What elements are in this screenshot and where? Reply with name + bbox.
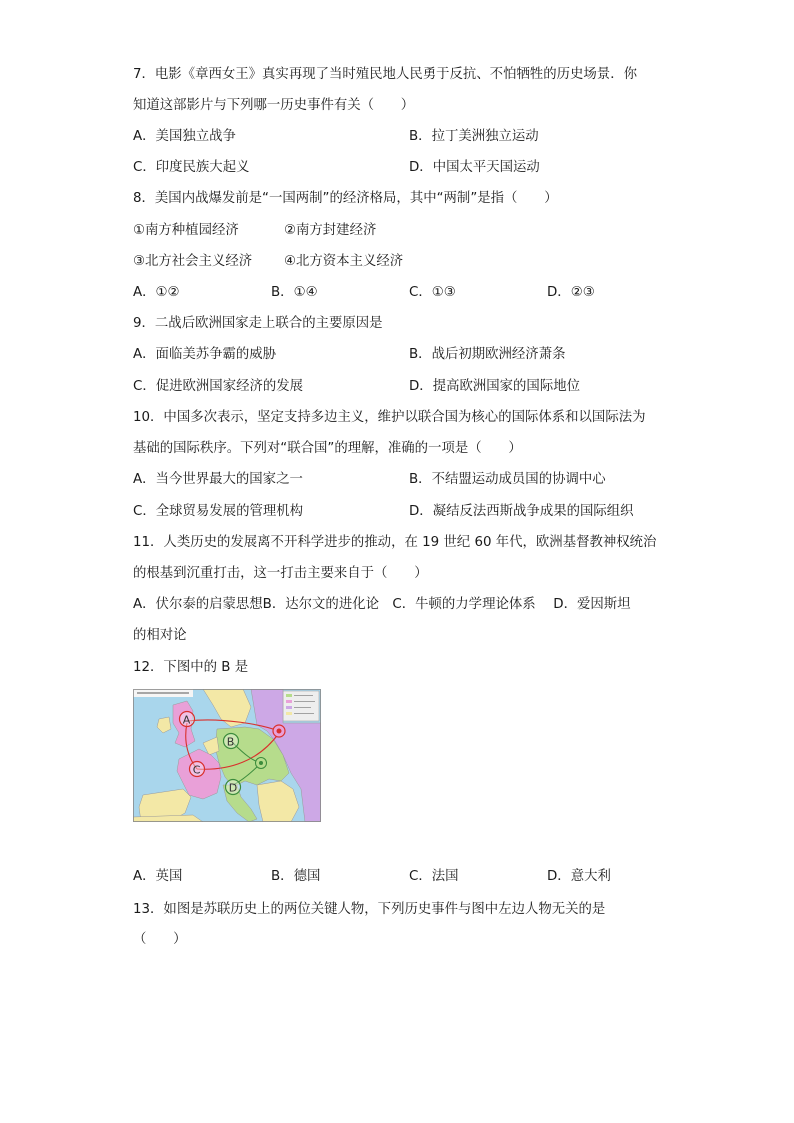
q8-statement-3: ③北方社会主义经济 xyxy=(133,254,253,269)
q10-stem-line1: 10．中国多次表示，坚定支持多边主义，维护以联合国为核心的国际体系和以国际法为 xyxy=(133,410,646,425)
q9-stem: 9．二战后欧洲国家走上联合的主要原因是 xyxy=(133,316,383,331)
q11-options-line-cont: 的相对论 xyxy=(133,628,187,643)
q7-option-d[interactable]: D．中国太平天国运动 xyxy=(409,160,540,175)
q8-option-a[interactable]: A．①② xyxy=(133,285,180,300)
q12-option-a[interactable]: A．英国 xyxy=(133,869,183,884)
q10-stem-line2: 基础的国际秩序。下列对“联合国”的理解，准确的一项是（ ） xyxy=(133,441,522,456)
q10-option-d[interactable]: D．凝结反法西斯战争成果的国际组织 xyxy=(409,504,634,519)
q11-options-line[interactable]: A．伏尔泰的启蒙思想B．达尔文的进化论 C．牛顿的力学理论体系 D．爱因斯坦 xyxy=(133,597,631,612)
q12-stem: 12．下图中的 B 是 xyxy=(133,660,249,675)
q12-option-b[interactable]: B．德国 xyxy=(271,869,321,884)
q8-stem: 8．美国内战爆发前是“一国两制”的经济格局，其中“两制”是指（ ） xyxy=(133,191,558,206)
q8-option-b[interactable]: B．①④ xyxy=(271,285,318,300)
q11-stem-line2: 的根基到沉重打击，这一打击主要来自于（ ） xyxy=(133,566,428,581)
q10-option-c[interactable]: C．全球贸易发展的管理机构 xyxy=(133,504,304,519)
legend-swatch-4 xyxy=(286,712,292,715)
q8-statement-4: ④北方资本主义经济 xyxy=(284,254,404,269)
q13-stem-line1: 13．如图是苏联历史上的两位关键人物，下列历史事件与图中左边人物无关的是 xyxy=(133,902,606,917)
europe-alliance-map xyxy=(133,689,321,822)
q9-option-b[interactable]: B．战后初期欧洲经济萧条 xyxy=(409,347,566,362)
q12-option-c[interactable]: C．法国 xyxy=(409,869,459,884)
q11-stem-line1: 11．人类历史的发展离不开科学进步的推动，在 19 世纪 60 年代，欧洲基督教神权统治 xyxy=(133,535,657,550)
q9-option-d[interactable]: D．提高欧洲国家的国际地位 xyxy=(409,379,580,394)
q7-option-b[interactable]: B．拉丁美洲独立运动 xyxy=(409,129,539,144)
q7-stem-line2: 知道这部影片与下列哪一历史事件有关（ ） xyxy=(133,98,415,113)
q7-option-a[interactable]: A．美国独立战争 xyxy=(133,129,236,144)
q8-statement-2: ②南方封建经济 xyxy=(284,223,377,238)
q12-option-d[interactable]: D．意大利 xyxy=(547,869,611,884)
legend-swatch-3 xyxy=(286,706,292,709)
q8-option-c[interactable]: C．①③ xyxy=(409,285,456,300)
q9-option-c[interactable]: C．促进欧洲国家经济的发展 xyxy=(133,379,304,394)
q10-option-b[interactable]: B．不结盟运动成员国的协调中心 xyxy=(409,472,606,487)
map-label-c: C xyxy=(192,763,201,777)
map-label-b: B xyxy=(226,735,235,749)
legend-swatch-1 xyxy=(286,694,292,697)
q13-stem-line2: （ ） xyxy=(133,932,187,947)
q8-option-d[interactable]: D．②③ xyxy=(547,285,595,300)
q10-option-a[interactable]: A．当今世界最大的国家之一 xyxy=(133,472,303,487)
q8-statement-1: ①南方种植园经济 xyxy=(133,223,239,238)
q7-option-c[interactable]: C．印度民族大起义 xyxy=(133,160,250,175)
q7-stem-line1: 7．电影《章西女王》真实再现了当时殖民地人民勇于反抗、不怕牺牲的历史场景．你 xyxy=(133,67,637,82)
map-label-a: A xyxy=(182,713,191,727)
europe-map-svg xyxy=(133,689,321,822)
q9-option-a[interactable]: A．面临美苏争霸的威胁 xyxy=(133,347,277,362)
legend-swatch-2 xyxy=(286,700,292,703)
map-label-d: D xyxy=(228,781,238,795)
